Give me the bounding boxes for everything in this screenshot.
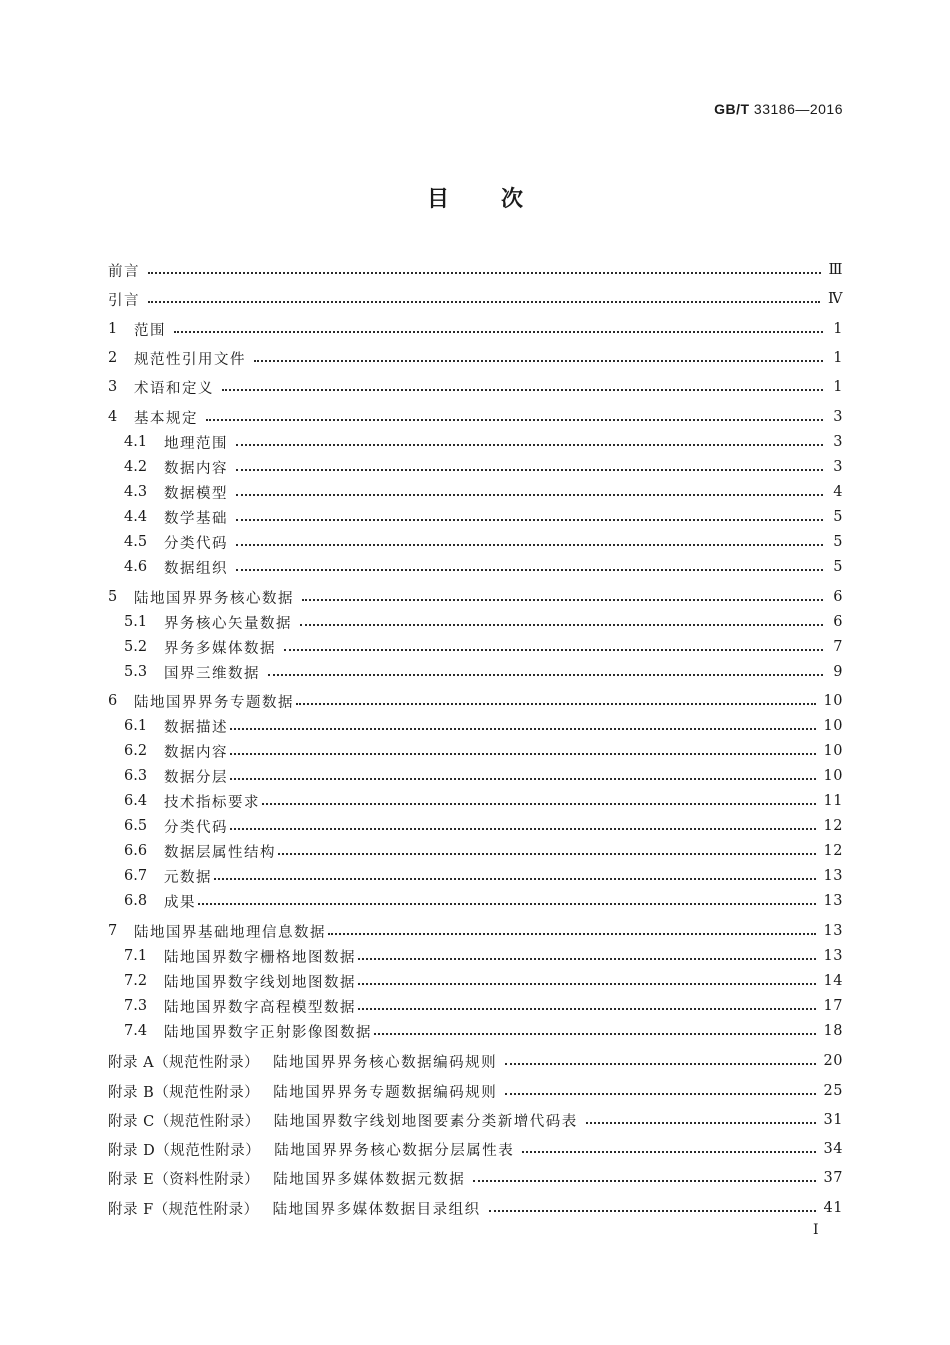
toc-entry-page: 20 [823, 1053, 843, 1069]
dot-leader [236, 493, 823, 496]
toc-entry-number: 附录 A（规范性附录） [108, 1054, 260, 1071]
toc-entry-label: 陆地国界多媒体数据目录组织 [272, 1201, 481, 1218]
dot-leader [236, 443, 823, 446]
toc-entry[interactable] [108, 919, 843, 943]
toc-entry-number: 6.6 [124, 843, 148, 859]
toc-entry-number: 6.3 [124, 768, 148, 784]
toc-entry-page: 17 [823, 998, 843, 1014]
toc-entry[interactable] [108, 346, 843, 370]
toc-entry-number: 附录 E（资料性附录） [108, 1171, 260, 1188]
toc-entry-page: 13 [823, 893, 843, 909]
toc-entry-number: 4.5 [124, 534, 148, 550]
dot-leader [358, 1007, 816, 1010]
dot-leader [358, 982, 816, 985]
toc-entry[interactable] [108, 1137, 843, 1161]
toc-entry-label: 数据层属性结构 [164, 844, 276, 861]
toc-entry-page: 13 [823, 948, 843, 964]
toc-entry-label: 规范性引用文件 [134, 351, 246, 368]
toc-entry[interactable] [108, 1049, 843, 1073]
toc-entry-label: 陆地国界数字正射影像图数据 [164, 1024, 372, 1041]
toc-entry-number: 5.3 [124, 664, 148, 680]
toc-entry-page: 34 [823, 1141, 843, 1157]
toc-entry-page: 41 [823, 1200, 843, 1216]
toc-entry-page: 5 [833, 509, 843, 525]
toc-entry[interactable] [108, 430, 843, 454]
toc-entry-page: 1 [833, 321, 843, 337]
dot-leader [522, 1150, 815, 1153]
dot-leader [302, 598, 823, 601]
toc-entry[interactable] [108, 258, 843, 282]
toc-entry-page: 12 [823, 818, 843, 834]
toc-entry-label: 界务核心矢量数据 [164, 615, 292, 632]
toc-entry-number: 4.3 [124, 484, 148, 500]
toc-entry-page: 3 [833, 459, 843, 475]
toc-entry-number: 5.1 [124, 614, 148, 630]
dot-leader [236, 468, 823, 471]
toc-entry-number: 6.8 [124, 893, 148, 909]
toc-entry[interactable] [108, 505, 843, 529]
toc-entry-number: 4.4 [124, 509, 148, 525]
toc-entry-number: 4.2 [124, 459, 148, 475]
toc-entry-page: 10 [823, 718, 843, 734]
toc-entry-page: 4 [833, 484, 843, 500]
toc-entry-label: 数学基础 [164, 510, 228, 527]
toc-entry-page: 6 [833, 614, 843, 630]
toc-entry-label: 陆地国界多媒体数据元数据 [273, 1171, 466, 1188]
toc-entry-page: 14 [823, 973, 843, 989]
dot-leader [236, 543, 823, 546]
toc-entry-page: 12 [823, 843, 843, 859]
toc-entry-page: 1 [833, 379, 843, 395]
toc-entry-number: 6.7 [124, 868, 148, 884]
toc-entry-label: 基本规定 [134, 410, 198, 427]
toc-entry-page: 10 [823, 768, 843, 784]
toc-entry-label: 数据内容 [164, 460, 228, 477]
toc-entry-label: 数据模型 [164, 485, 228, 502]
toc-entry-number: 6 [108, 693, 118, 709]
toc-entry-number: 附录 B（规范性附录） [108, 1084, 260, 1101]
dot-leader [230, 827, 816, 830]
dot-leader [236, 568, 823, 571]
toc-entry-page: 31 [823, 1112, 843, 1128]
dot-leader [296, 702, 816, 705]
toc-entry-number: 附录 D（规范性附录） [108, 1142, 261, 1159]
toc-entry-label: 分类代码 [164, 535, 228, 552]
toc-entry-label: 陆地国界基础地理信息数据 [134, 924, 326, 941]
toc-entry-number: 7.4 [124, 1023, 148, 1039]
dot-leader [148, 271, 821, 274]
toc-entry-number: 5.2 [124, 639, 148, 655]
toc-entry-page: 25 [823, 1083, 843, 1099]
toc-entry[interactable] [108, 969, 843, 993]
toc-entry-page: 37 [823, 1170, 843, 1186]
toc-entry-page: 3 [833, 434, 843, 450]
toc-entry-page: 9 [833, 664, 843, 680]
dot-leader [586, 1121, 816, 1124]
toc-entry-label: 陆地国界界务专题数据 [134, 694, 294, 711]
toc-entry-number: 1 [108, 321, 118, 337]
toc-entry-page: Ⅲ [828, 262, 843, 278]
toc-entry-number: 6.2 [124, 743, 148, 759]
standard-prefix: GB/T [714, 101, 750, 117]
toc-entry-label: 范围 [134, 322, 166, 339]
toc-entry-number: 4.1 [124, 434, 148, 450]
toc-entry-label: 技术指标要求 [164, 794, 260, 811]
toc-entry-number: 7.1 [124, 948, 148, 964]
standard-number: 33186—2016 [753, 101, 843, 117]
toc-entry-label: 数据描述 [164, 719, 228, 736]
toc-entry-number: 6.1 [124, 718, 148, 734]
dot-leader [236, 518, 823, 521]
toc-entry-number: 5 [108, 589, 118, 605]
toc-entry[interactable] [108, 530, 843, 554]
toc-entry-number: 6.5 [124, 818, 148, 834]
toc-entry-number: 4.6 [124, 559, 148, 575]
dot-leader [230, 752, 816, 755]
toc-entry-page: 5 [833, 559, 843, 575]
toc-entry-label: 数据分层 [164, 769, 228, 786]
toc-entry[interactable] [108, 555, 843, 579]
dot-leader [262, 802, 816, 805]
toc-entry-label: 分类代码 [164, 819, 228, 836]
toc-entry-page: 10 [823, 743, 843, 759]
toc-entry-label: 陆地国界数字栅格地图数据 [164, 949, 356, 966]
toc-entry-page: 13 [823, 923, 843, 939]
toc-entry-label: 国界三维数据 [164, 665, 260, 682]
toc-entry[interactable] [108, 375, 843, 399]
dot-leader [214, 877, 816, 880]
toc-entry[interactable] [108, 1079, 843, 1103]
dot-leader [489, 1209, 816, 1212]
toc-entry-label: 陆地国界界务核心数据编码规则 [273, 1054, 498, 1071]
toc-entry-label: 陆地国界数字高程模型数据 [164, 999, 356, 1016]
toc-entry-page: 10 [823, 693, 843, 709]
toc-entry[interactable] [108, 610, 843, 634]
toc-entry-page: 6 [833, 589, 843, 605]
toc-entry-number: 附录 F（规范性附录） [108, 1201, 259, 1218]
dot-leader [148, 300, 820, 303]
toc-entry[interactable] [108, 287, 843, 311]
toc-entry-label: 前言 [108, 263, 140, 280]
toc-entry-label: 引言 [108, 292, 140, 309]
toc-entry[interactable] [108, 1108, 843, 1132]
dot-leader [505, 1062, 815, 1065]
toc-entry-label: 陆地国界界务专题数据编码规则 [273, 1084, 498, 1101]
toc-entry-number: 7 [108, 923, 118, 939]
dot-leader [174, 330, 823, 333]
toc-entry-label: 陆地国界界务核心数据 [134, 590, 294, 607]
toc-entry[interactable] [108, 1019, 843, 1043]
toc-entry-page: 18 [823, 1023, 843, 1039]
dot-leader [284, 648, 823, 651]
toc-entry-page: 11 [823, 793, 843, 809]
toc-entry[interactable] [108, 889, 843, 913]
toc-entry-number: 7.3 [124, 998, 148, 1014]
page-title: 目次 [426, 186, 575, 212]
dot-leader [198, 902, 816, 905]
toc-entry[interactable] [108, 739, 843, 763]
dot-leader [374, 1032, 816, 1035]
toc-entry-label: 陆地国界数字线划地图数据 [164, 974, 356, 991]
toc-entry-label: 地理范围 [164, 435, 228, 452]
toc-entry-page: 13 [823, 868, 843, 884]
toc-entry[interactable] [108, 1196, 843, 1220]
toc-entry-number: 6.4 [124, 793, 148, 809]
dot-leader [300, 623, 823, 626]
page-number: Ⅰ [813, 1222, 819, 1238]
toc-entry-number: 附录 C（规范性附录） [108, 1113, 260, 1130]
toc-entry-page: 3 [833, 409, 843, 425]
toc-entry-number: 2 [108, 350, 118, 366]
toc-entry[interactable] [108, 455, 843, 479]
toc-entry[interactable] [108, 764, 843, 788]
dot-leader [230, 727, 816, 730]
toc-entry-label: 界务多媒体数据 [164, 640, 276, 657]
toc-entry[interactable] [108, 660, 843, 684]
toc-entry[interactable] [108, 994, 843, 1018]
toc-entry[interactable] [108, 585, 843, 609]
toc-entry-label: 数据组织 [164, 560, 228, 577]
dot-leader [222, 388, 823, 391]
toc-entry[interactable] [108, 405, 843, 429]
dot-leader [254, 359, 823, 362]
toc-entry-label: 数据内容 [164, 744, 228, 761]
toc-entry[interactable] [108, 689, 843, 713]
toc-entry-page: 1 [833, 350, 843, 366]
dot-leader [473, 1179, 815, 1182]
toc-entry-label: 成果 [164, 894, 196, 911]
standard-code [714, 101, 843, 117]
toc-entry-number: 4 [108, 409, 118, 425]
dot-leader [358, 957, 816, 960]
toc-entry[interactable] [108, 714, 843, 738]
dot-leader [230, 777, 816, 780]
toc-entry[interactable] [108, 814, 843, 838]
toc-entry[interactable] [108, 944, 843, 968]
toc-entry-page: Ⅳ [828, 291, 843, 307]
toc-entry[interactable] [108, 789, 843, 813]
toc-entry-label: 元数据 [164, 869, 212, 886]
dot-leader [278, 852, 816, 855]
toc-entry[interactable] [108, 480, 843, 504]
toc-entry[interactable] [108, 635, 843, 659]
toc-entry[interactable] [108, 839, 843, 863]
toc-entry[interactable] [108, 864, 843, 888]
toc-entry-page: 7 [833, 639, 843, 655]
dot-leader [328, 932, 816, 935]
toc-entry-number: 7.2 [124, 973, 148, 989]
toc-entry-label: 陆地国界数字线划地图要素分类新增代码表 [273, 1113, 578, 1130]
dot-leader [268, 673, 823, 676]
dot-leader [206, 418, 823, 421]
toc-entry-number: 3 [108, 379, 118, 395]
toc-entry-label: 陆地国界界务核心数据分层属性表 [274, 1142, 515, 1159]
toc-entry-page: 5 [833, 534, 843, 550]
toc-entry-label: 术语和定义 [134, 380, 214, 397]
dot-leader [505, 1092, 815, 1095]
toc-entry[interactable] [108, 1166, 843, 1190]
toc-entry[interactable] [108, 317, 843, 341]
